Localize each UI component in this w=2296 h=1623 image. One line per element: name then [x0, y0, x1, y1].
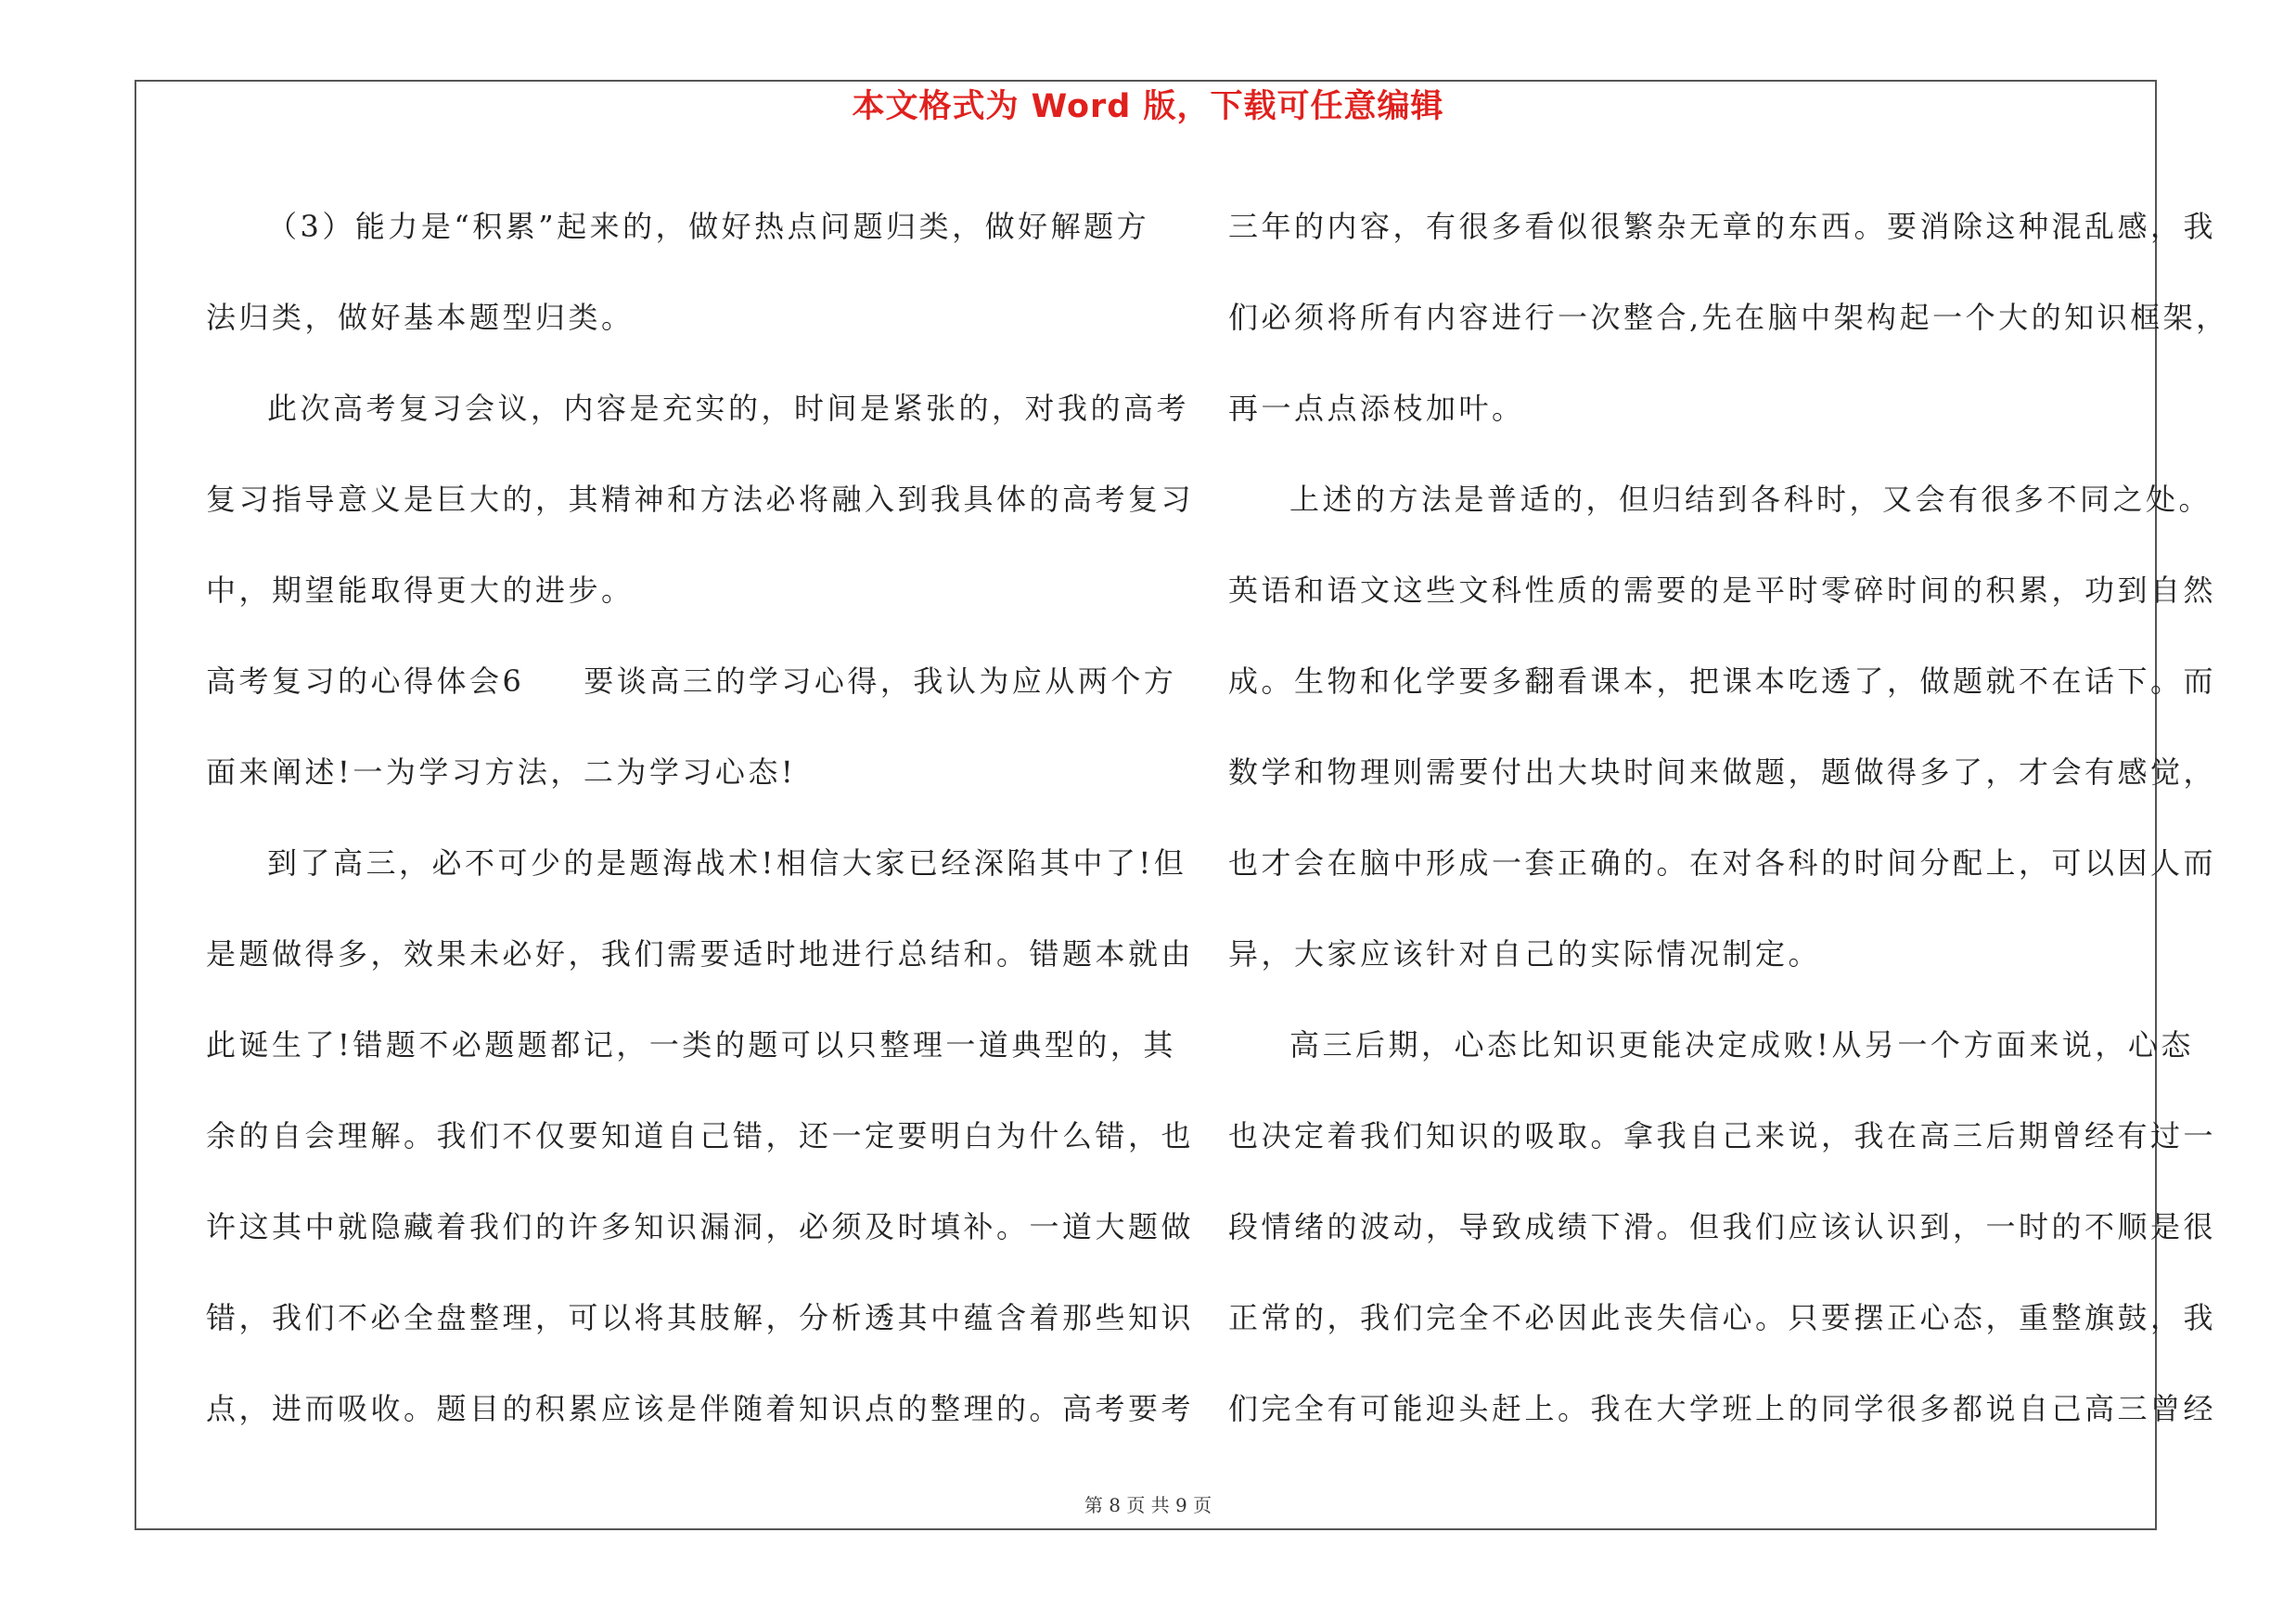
text-line: 到了高三，必不可少的是题海战术!相信大家已经深陷其中了!但 [267, 845, 1187, 881]
text-line: 们完全有可能迎头赶上。我在大学班上的同学很多都说自己高三曾经 [1228, 1391, 2217, 1426]
text-line: 余的自会理解。我们不仅要知道自己错，还一定要明白为什么错，也 [206, 1118, 1195, 1153]
text-line: 是题做得多，效果未必好，我们需要适时地进行总结和。错题本就由 [206, 936, 1195, 972]
text-line: 成。生物和化学要多翻看课本，把课本吃透了，做题就不在话下。而 [1228, 663, 2217, 699]
left-text-column [206, 181, 1195, 1454]
text-line: 也决定着我们知识的吸取。拿我自己来说，我在高三后期曾经有过一 [1228, 1118, 2217, 1153]
text-line: 正常的，我们完全不必因此丧失信心。只要摆正心态，重整旗鼓，我 [1228, 1300, 2217, 1335]
text-line: 数学和物理则需要付出大块时间来做题，题做得多了，才会有感觉， [1228, 754, 2217, 790]
text-line: 中，期望能取得更大的进步。 [206, 573, 635, 608]
right-text-column [1228, 181, 2229, 1454]
text-line: 复习指导意义是巨大的，其精神和方法必将融入到我具体的高考复习 [206, 482, 1195, 517]
text-line: 段情绪的波动，导致成绩下滑。但我们应该认识到，一时的不顺是很 [1228, 1209, 2217, 1244]
text-line: 要谈高三的学习心得，我认为应从两个方 [584, 663, 1177, 699]
text-line: 们必须将所有内容进行一次整合,先在脑中架构起一个大的知识框架， [1228, 300, 2229, 335]
text-line: 再一点点添枝加叶。 [1228, 391, 1525, 426]
text-line: 上述的方法是普适的，但归结到各科时，又会有很多不同之处。 [1289, 482, 2213, 517]
format-notice-banner: 本文格式为 Word 版，下载可任意编辑 [852, 88, 1444, 125]
text-line: （3）能力是“积累”起来的，做好热点问题归类，做好解题方 [267, 209, 1150, 244]
section-heading: 高考复习的心得体会6 [206, 663, 525, 699]
text-line: 三年的内容，有很多看似很繁杂无章的东西。要消除这种混乱感，我 [1228, 209, 2217, 244]
text-line: 错，我们不必全盘整理，可以将其肢解，分析透其中蕴含着那些知识 [206, 1300, 1195, 1335]
text-line: 法归类，做好基本题型归类。 [206, 300, 635, 335]
text-line: 高三后期，心态比知识更能决定成败!从另一个方面来说，心态 [1289, 1027, 2194, 1063]
text-line: 也才会在脑中形成一套正确的。在对各科的时间分配上，可以因人而 [1228, 845, 2217, 881]
text-line: 异，大家应该针对自己的实际情况制定。 [1228, 936, 1822, 972]
text-line: 此次高考复习会议，内容是充实的，时间是紧张的，对我的高考 [267, 391, 1190, 426]
section-heading-line [206, 636, 1177, 727]
text-line: 此诞生了!错题不必题题都记，一类的题可以只整理一道典型的，其 [206, 1027, 1176, 1063]
text-line: 英语和语文这些文科性质的需要的是平时零碎时间的积累，功到自然 [1228, 573, 2217, 608]
text-line: 许这其中就隐藏着我们的许多知识漏洞，必须及时填补。一道大题做 [206, 1209, 1195, 1244]
text-line: 点，进而吸收。题目的积累应该是伴随着知识点的整理的。高考要考 [206, 1391, 1195, 1426]
page-number-footer: 第 8 页 共 9 页 [1084, 1494, 1212, 1516]
text-line: 面来阐述!一为学习方法，二为学习心态! [206, 754, 797, 790]
